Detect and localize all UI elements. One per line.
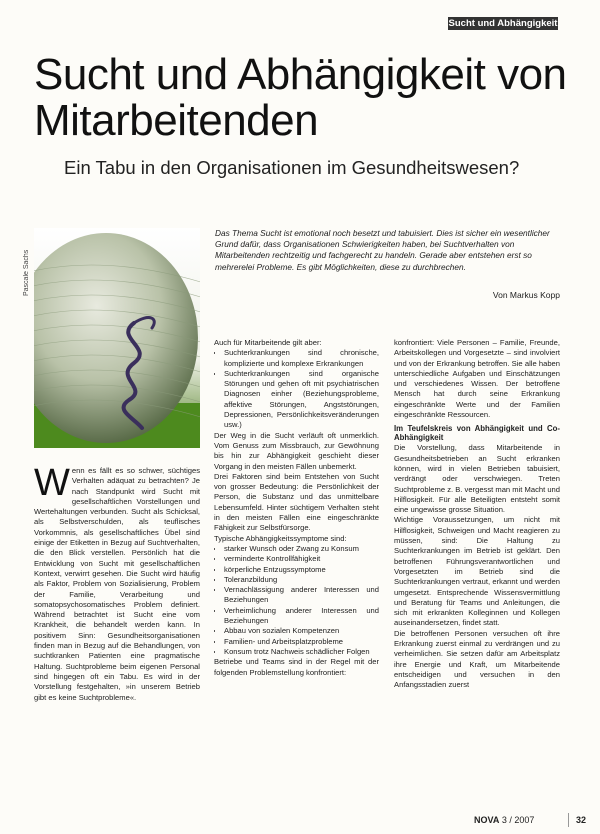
section-tag: Sucht und Abhängigkeit — [448, 18, 558, 29]
article-photo — [34, 228, 200, 448]
column-1 — [34, 466, 200, 766]
issue-number: 3 / 2007 — [501, 815, 535, 825]
paragraph: Wichtige Voraussetzungen, um nicht mit Hilflosigkeit, Schweigen und Macht reagieren zu müssen, sind: Die Haltung zu Suchterkrankungen im Betrieb ist geklärt. Den betroffenen Führungsverantwortlichen und Vorgesetzten im Betrieb sind die Suchterkrankungen vertraut, erkannt und werden umgesetzt. Entsprechende Wissensvermittlung und Beratung für Teams und Anleitungen, die sich mit erkrankten Kolleginnen und Kollegen auseinandersetzen, findet statt. — [394, 515, 560, 628]
magazine-name: NOVA — [474, 815, 500, 825]
dropcap: W — [34, 466, 70, 504]
list-item: • Konsum trotz Nachweis schädlicher Folgen — [224, 647, 379, 657]
bullet-list-a — [214, 348, 379, 430]
footer-divider — [568, 813, 569, 827]
list-item: • verminderte Kontrollfähigkeit — [224, 554, 379, 564]
column-2-intro: Auch für Mitarbeitende gilt aber: — [214, 338, 322, 347]
list-item: • körperliche Entzugssymptome — [224, 565, 379, 575]
paragraph: Der Weg in die Sucht verläuft oft unmerklich. Vom Genuss zum Missbrauch, zur Gewöhnung bis hin zur Abhängigkeit geschieht dieser Vorgang in den meisten Fällen unbemerkt. — [214, 430, 379, 471]
photo-credit: Pascale Sachs — [23, 249, 30, 296]
paragraph: Typische Abhängigkeitssymptome sind: — [214, 533, 347, 543]
list-item: • Familien- und Arbeitsplatzprobleme — [224, 637, 379, 647]
list-item: • Toleranzbildung — [224, 575, 379, 585]
paragraph: Betriebe und Teams sind in der Regel mit der folgenden Problemstellung konfrontiert: — [214, 657, 379, 677]
list-item: • Suchterkrankungen sind chronische, komplizierte und komplexe Erkrankungen — [224, 348, 379, 369]
list-item: • starker Wunsch oder Zwang zu Konsum — [224, 544, 379, 554]
column-2 — [214, 338, 379, 778]
section-heading: Im Teufelskreis von Abhängigkeit und Co-Abhängigkeit — [394, 424, 560, 443]
list-item: • Abbau von sozialen Kompetenzen — [224, 626, 379, 636]
list-item: • Vernachlässigung anderer Interessen und Beziehungen — [224, 585, 379, 606]
list-item: • Verheimlichung anderer Interessen und Beziehungen — [224, 606, 379, 627]
page-number: 32 — [576, 815, 587, 825]
article-subtitle: Ein Tabu in den Organisationen im Gesundheitswesen? — [64, 157, 520, 178]
column-3 — [394, 338, 560, 778]
article-title: Sucht und Abhängigkeit von Mitarbeitenden — [34, 50, 567, 145]
bullet-list-b — [214, 544, 379, 657]
column-1-text: enn es fällt es so schwer, süchtiges Verhalten adäquat zu betrachten? Je nach Standpunkt wird Sucht mit gesellschaftlichen Vorstellungen und Wertehaltungen verbunden. Sucht als Schicksal, als Selbstverschulden, als teuflisches Vorkommnis, als gesellschaftliches Übel sind einige der Etiketten in Bezug auf Suchtverhalten, die den Blick verstellen. Persönlich hat die Entwicklung von Sucht mit gesellschaftlichen Kontext, verwirrt gesehen. Die Sucht wird häufig als Faktor, Problem von Sozialisierung, Problem der Familie, Verarbeitung und somatopsychosomatisches Problem definiert. Während betrachtet ist Sucht eine vom Krankheit, die behandelt werden kann. In positivem Sinn: Gesundheitsorganisationen finden man in Bezug auf die Behandlungen, von suchtkranken Patienten eine pragmatische Haltung. Suchtprobleme beim eigenen Personal sind hingegen oft ein Tabu. Es wird in der Vorstellung festgehalten, »in unserem Betrieb gibt es keine Suchtprobleme«. — [34, 466, 200, 702]
article-author: Von Markus Kopp — [492, 290, 560, 300]
footer-magazine — [474, 815, 534, 825]
paragraph: konfrontiert: Viele Personen – Familie, Freunde, Arbeitskollegen und Vorgesetzte – sind involviert und von der Erkrankung betroffen. Sie alle haben unterschiedliche Aufgaben und Einschätzungen und verschiedenes Wissen. Der betroffene Mensch hat durch seine Erkrankung eingeschränkte Werte und der Familien eingeschränkte Ressourcen. — [394, 338, 560, 420]
paragraph: Die Vorstellung, dass Mitarbeitende in Gesundheitsbetrieben an Sucht erkranken können, wird in vielen Betrieben tabuisiert, verdrängt oder verschwiegen. Treten Suchtprobleme z. B. vergesst man mit Macht und Hilflosigkeit. Für alle Beteiligten entsteht somit eine ungewisse grosse Situation. — [394, 443, 560, 515]
paragraph: Die betroffenen Personen versuchen oft ihre Erkrankung zuerst einmal zu verdrängen und zu verheimlichen. Sie setzen dafür am Arbeitsplatz ihre Energie und Kraft, um Mitarbeitende entscheidigen und versuchen in den Anfangsstadien zuerst — [394, 628, 560, 690]
list-item: • Suchterkrankungen sind organische Störungen und gehen oft mit psychiatrischen Diagnosen einher (Beziehungsprobleme, affektive Störungen, Angststörungen, Depressionen, Persönlichkeitsveränderungen usw.) — [224, 369, 379, 431]
article-lead: Das Thema Sucht ist emotional noch besetzt und tabuisiert. Dies ist sicher ein wesentlicher Grund dafür, dass Organisationen Schwierigkeiten haben, bei Suchtverhalten von Mitarbeitenden rechtzeitig und fachgerecht zu handeln. Gerade aber entstehen erst so mehrerelei Probleme. Es gibt Möglichkeiten, diese zu durchbrechen. — [215, 228, 550, 272]
paragraph: Drei Faktoren sind beim Entstehen von Sucht von grosser Bedeutung: die Persönlichkeit der Person, die Substanz und das unmittelbare Lebensumfeld. Hinter süchtigem Verhalten steht in den meisten Fällen eine eingeschränkte Fähigkeit zur Selbstfürsorge. — [214, 471, 379, 533]
